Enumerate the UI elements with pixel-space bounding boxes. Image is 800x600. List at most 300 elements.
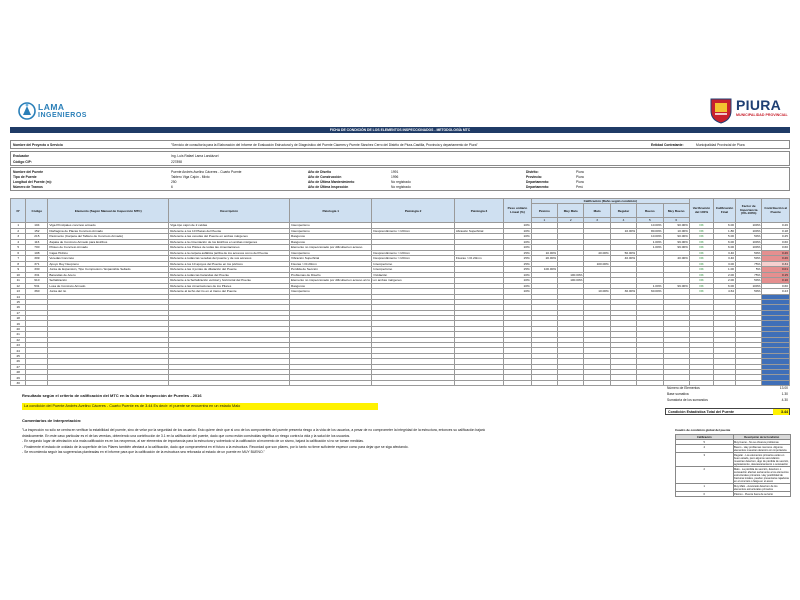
row-final-grade: 6.00: [714, 239, 736, 245]
comments-title: Comentarios de Interpretación:: [22, 418, 82, 423]
row-pathology-2: Desprendimiento >=20mm: [372, 256, 454, 262]
header-grade-number: 6: [663, 218, 689, 223]
row-weight: 10%: [504, 223, 531, 229]
row-code: 371: [26, 261, 48, 267]
row-verification: OK: [689, 267, 713, 273]
logo-left-line2: INGENIEROS: [38, 112, 87, 119]
row-code: 330: [26, 267, 48, 273]
row-weight: 10%: [504, 289, 531, 295]
cip-label: Código CIP:: [13, 160, 32, 164]
legend-table: [675, 434, 791, 497]
empty-cell: [531, 380, 557, 385]
project-label: Nombre del Proyecto o Servicio: [13, 143, 63, 147]
empty-cell: [290, 380, 372, 385]
row-number: 25: [11, 353, 26, 358]
empty-cell: [504, 380, 531, 385]
logo-right-sub: MUNICIPALIDAD PROVINCIAL: [736, 113, 788, 117]
row-weight: 10%: [504, 245, 531, 251]
department-value: Piura: [576, 180, 584, 184]
comment-line: - En segundo lugar de afectación a la mala calificación es en los neoprenos, al ser elementos de importancia para la estructura y sobretodo si la calificación al momento de un sismo, bajará la calificación si no se toman medidas.: [22, 439, 364, 444]
row-grade: 40.00%: [663, 256, 689, 262]
empty-cell: [454, 380, 503, 385]
row-number: 9: [11, 267, 26, 273]
project-box: [10, 140, 790, 149]
legend-code: 1: [676, 484, 734, 492]
row-pathology-1: Elemento no inspeccionado por dificultad en acceso al río y en ambas márgenes: [291, 278, 402, 283]
legend-title: Cuadro de condición global del puente: [675, 428, 731, 432]
row-verification: OK: [689, 272, 713, 278]
row-description: Referente a todas las barandas del Puente: [169, 272, 290, 278]
header-factor: Factor de Importancia (0%-100%): [736, 199, 762, 223]
legend-row: [676, 445, 791, 453]
build-year-label: Año de Construcción: [308, 175, 342, 179]
piura-municipality-logo: [709, 97, 791, 125]
row-contribution: 0.25: [762, 234, 790, 240]
row-final-grade: 1.80: [714, 228, 736, 234]
row-final-grade: 3.00: [714, 261, 736, 267]
project-value: "Servicio de consultoría para la Elaboración del Informe de Evaluación Estructural y de Diagnóstico del Puente Cáceres y Puente Sánchez Cerro del Distrito de Piura-Castilla, Provincia y departamento de Piura": [171, 143, 478, 147]
row-code: 700: [26, 245, 48, 251]
row-description: Referente a los 10 apoyos del Puente en los pórticos: [169, 261, 290, 267]
row-verification: OK: [689, 278, 713, 284]
row-element: Pilotes de Concreto Armado: [48, 245, 169, 251]
row-description: Viga tipo cajón de 2 celdas: [169, 223, 290, 229]
row-final-grade: 1.00: [714, 267, 736, 273]
row-number: 17: [11, 310, 26, 315]
total-label: Condición Estadística Total del Puente: [668, 410, 735, 414]
row-number: 30: [11, 380, 26, 385]
row-code: 108: [26, 250, 48, 256]
row-code: 360: [26, 289, 48, 295]
row-grade: 100.00%: [531, 267, 557, 273]
empty-cell: [637, 380, 663, 385]
header-calif-group: Calificación (Daño según condición): [531, 199, 689, 204]
row-pathology-1: Vibración Superficial: [290, 256, 372, 262]
row-code: 116: [26, 239, 48, 245]
lama-logo-icon: [18, 101, 36, 121]
row-weight: 15%: [504, 261, 531, 267]
row-number: 7: [11, 256, 26, 262]
row-weight: 15%: [504, 250, 531, 256]
row-description: Referente a los Pilotes de todas las cimentaciones: [169, 245, 290, 251]
row-final-grade: 2.00: [714, 278, 736, 284]
total-condition: [665, 408, 790, 415]
bridge-length-value: 250: [171, 180, 177, 184]
row-number: 1: [11, 223, 26, 229]
country-value: Perú: [576, 185, 583, 189]
logo-right-word: PIURA: [736, 97, 782, 113]
row-factor: 100%: [736, 239, 762, 245]
row-pathology-1: Intemperismo: [290, 289, 372, 295]
legend-code: 0: [676, 492, 734, 497]
row-verification: OK: [689, 250, 713, 256]
row-number: 18: [11, 316, 26, 321]
row-description: Referente al lecho del rio en el tramo del Puente: [169, 289, 290, 295]
row-final-grade: 3.40: [714, 250, 736, 256]
total-value: 3.44: [773, 409, 789, 415]
row-grade: 100.00%: [558, 278, 584, 284]
row-code: 152: [26, 228, 48, 234]
row-number: 23: [11, 343, 26, 348]
legend-text: Muy Malo - Avanzado deterioro de los elementos estructurales primarios: [733, 484, 791, 492]
header-weight: Peso unitario Lineal (%): [504, 199, 531, 223]
legend-code: 5: [676, 440, 734, 445]
row-element: Zapata de Concreto Armado para Estribos: [48, 239, 169, 245]
legend-code: 3: [676, 453, 734, 467]
department-label: Departamento:: [526, 180, 550, 184]
row-grade: 100.00%: [584, 261, 610, 267]
empty-cell: [558, 380, 584, 385]
row-factor: 100%: [736, 228, 762, 234]
row-verification: OK: [689, 223, 713, 229]
row-pathology-1: Elemento no inspeccionado por dificultad en acceso: [290, 245, 372, 251]
header-grade-number: 2: [558, 218, 584, 223]
row-final-grade: 6.00: [714, 283, 736, 289]
row-grade: 10.00%: [637, 223, 663, 229]
header-grade: Malo: [584, 204, 610, 218]
condition-legend: [675, 428, 791, 497]
empty-cell: [26, 380, 48, 385]
bridge-info-box: [10, 167, 790, 191]
row-number: 11: [11, 278, 26, 284]
row-grade: 90.00%: [663, 234, 689, 240]
row-grade: 1.00%: [637, 239, 663, 245]
stat-label: Base sumativa: [667, 392, 689, 396]
row-factor: 5%: [736, 267, 762, 273]
build-year-value: 1996: [391, 175, 399, 179]
row-contribution: 0.60: [762, 245, 790, 251]
row-factor: 50%: [736, 234, 762, 240]
row-description: Referente a la cimentación de los Estribos en ambas márgenes: [169, 239, 290, 245]
row-weight: 10%: [504, 239, 531, 245]
legend-col-code: Calificación: [676, 435, 734, 440]
row-verification: OK: [689, 289, 713, 295]
header-grade: Regular: [610, 204, 636, 218]
row-number: 10: [11, 272, 26, 278]
row-grade: 99.00%: [663, 245, 689, 251]
empty-cell: [714, 380, 736, 385]
row-pathology-1: Fisuras >=0.20mm: [290, 261, 372, 267]
row-number: 8: [11, 261, 26, 267]
row-contribution: 0.23: [762, 289, 790, 295]
row-code: 215: [26, 234, 48, 240]
stat-label: Número de Elementos: [667, 386, 700, 390]
row-grade: 10.00%: [531, 250, 557, 256]
district-label: Distrito:: [526, 170, 539, 174]
row-number: 22: [11, 337, 26, 342]
bridge-type-label: Tipo de Puente: [13, 175, 37, 179]
row-number: 24: [11, 348, 26, 353]
stat-label: Sumatoria de los sumandos: [667, 398, 708, 402]
row-contribution: [762, 380, 790, 385]
row-verification: OK: [689, 283, 713, 289]
row-grade: 80.00%: [637, 228, 663, 234]
row-verification: OK: [689, 256, 713, 262]
row-contribution: 0.01: [762, 267, 790, 273]
insp-year-value: No registrado: [391, 185, 411, 189]
header-pathology-3: Patología 3: [454, 199, 503, 223]
row-description: Referente a todas las veredas del puente y de sus accesos: [169, 256, 290, 262]
row-factor: 75%: [736, 272, 762, 278]
bridge-spans-value: 6: [171, 185, 173, 189]
row-number: 28: [11, 369, 26, 374]
row-grade: 90.00%: [663, 223, 689, 229]
header-contrib: Contribución al Puente: [762, 199, 790, 223]
row-factor: 50%: [736, 278, 762, 284]
row-contribution: 0.10: [762, 278, 790, 284]
design-year-value: 1991: [391, 170, 399, 174]
stats-block: [665, 386, 790, 404]
row-pathology-3: Fisuras >=0.20mm: [454, 256, 503, 262]
logo-left-line1: LAMA: [38, 102, 65, 112]
comments-block: [22, 428, 622, 456]
comment-line: - Se recomienda seguir las sugerencias planteadas en el informe para que la calificación de la estructura sea reforzada al estado de un puente en MUY BUENO.": [22, 450, 265, 455]
row-grade: 10.00%: [610, 228, 636, 234]
legend-text: Bueno - Hay problemas menores. Algunos elementos muestran deterioro sin importancia: [733, 445, 791, 453]
row-verification: OK: [689, 239, 713, 245]
bridge-name-label: Nombre del Puente: [13, 170, 44, 174]
header-pathology-2: Patología 2: [372, 199, 454, 223]
empty-cell: [48, 380, 169, 385]
row-weight: 10%: [504, 228, 531, 234]
row-element: Diafragma de Placas Concreto Armado: [48, 228, 169, 234]
evaluator-value: Ing. Luis Rafael Lama Landázuri: [171, 154, 219, 158]
row-number: 2: [11, 228, 26, 234]
row-number: 20: [11, 326, 26, 331]
row-pathology-1: Rasgunos: [290, 234, 372, 240]
header-grade: Pésimo: [531, 204, 557, 218]
entity-value: Municipalidad Provincial de Piura: [696, 143, 745, 147]
row-element: Viga Principales concreto armado: [48, 223, 169, 229]
row-element: Pavimento (Carpeta del Tablero de Concreto Armado): [48, 234, 169, 240]
row-number: 19: [11, 321, 26, 326]
legend-row: [676, 484, 791, 492]
row-number: 15: [11, 299, 26, 304]
header-n: N°: [11, 199, 26, 223]
row-grade: 30.00%: [610, 289, 636, 295]
header-cal-final: Calificación Final: [714, 199, 736, 223]
row-verification: OK: [689, 234, 713, 240]
maint-year-value: No registrado: [391, 180, 411, 184]
comment-line: "La inspección no sólo se centra en verificar la estabilidad del puente, sino de velar por la seguridad de los usuarios. Esto quiere decir que si uno de los componentes del puente presenta riesgo a la vida de los usuarios, a pesar de no comprometer la integridad de la estructura, entonces su calificación bajará: [22, 428, 485, 432]
row-contribution: 0.26: [762, 250, 790, 256]
legend-text: Regular - Los elementos primarios están en buen estado, pero algunos secundarios muestran deterioro, algo de pérdida de sección, agrietamiento, descascaramiento o socavación: [734, 453, 789, 466]
row-description: Referente a la carpeta asfáltica (arriba de los accesos como del Puente: [169, 250, 290, 256]
row-code: 531: [26, 283, 48, 289]
row-number: 14: [11, 294, 26, 299]
row-number: 13: [11, 289, 26, 295]
legend-col-desc: Descripción de la Condición: [733, 435, 791, 440]
row-pathology-2: Desprendimiento >=20mm: [372, 228, 454, 234]
empty-cell: [584, 380, 610, 385]
empty-cell: [169, 380, 290, 385]
stat-value: 1.30: [781, 392, 788, 396]
row-element: Barandas de Acero: [48, 272, 169, 278]
header-code: Código: [26, 199, 48, 223]
row-final-grade: 4.64: [714, 289, 736, 295]
row-description: Referente a las cimentaciones de los Pilares: [169, 283, 290, 289]
row-number: 16: [11, 305, 26, 310]
legend-code: 4: [676, 445, 734, 453]
row-code: 104: [26, 223, 48, 229]
row-verification: OK: [689, 228, 713, 234]
row-contribution: 0.60: [762, 239, 790, 245]
row-number: 4: [11, 239, 26, 245]
result-highlight: La condición del Puente Andrés Avelino Cáceres - Cuarto Puente es de 3.44 Es decir: el puente se encuentra en un estado Malo: [22, 403, 378, 410]
row-pathology-1: Pérdida de Sección: [290, 267, 372, 273]
row-number: 26: [11, 359, 26, 364]
country-label: Departamento:: [526, 185, 550, 189]
bridge-type-value: Tablero Viga Cajón - Mixto: [171, 175, 210, 179]
row-factor: 100%: [736, 223, 762, 229]
row-grade: 60.00%: [637, 289, 663, 295]
stat-value: 13.00: [779, 386, 788, 390]
header-verif: Verificación del 100%: [689, 199, 713, 223]
header-grade-number: 5: [637, 218, 663, 223]
legend-text: Malo - La pérdida de sección, deterioro o socavación afectan seriamente a los elementos estructurales primarios. Hay posibilidad de fracturas locales, pueden presentarse rajaduras en el concreto o fatiga en el acero: [734, 467, 789, 483]
row-element: Losa de Concreto Armado: [48, 283, 169, 289]
row-grade: 10.00%: [663, 228, 689, 234]
row-grade: 50.00%: [610, 250, 636, 256]
row-factor: 50%: [736, 256, 762, 262]
header-grade-number: 4: [610, 218, 636, 223]
row-grade: 10.00%: [637, 234, 663, 240]
cip-value: 227898: [171, 160, 183, 164]
row-grade: 40.00%: [584, 250, 610, 256]
row-contribution: 0.60: [762, 283, 790, 289]
row-pathology-2: Desprendimiento >=20mm: [372, 250, 454, 256]
row-pathology-2: Intemperismo: [372, 267, 454, 273]
row-pathology-3: Abrasión Superficial: [454, 228, 503, 234]
header-grade: Bueno: [637, 204, 663, 218]
row-element: Junta del rio: [48, 289, 169, 295]
header-element: Elemento (Según Manual de Inspección MTC): [48, 199, 169, 223]
row-contribution: 0.26: [762, 223, 790, 229]
row-final-grade: 6.00: [714, 223, 736, 229]
result-title: Resultado según el criterio de calificación del MTC en la Guía de Inspección de Puentes - 2016: [22, 393, 202, 398]
row-final-grade: 5.00: [714, 234, 736, 240]
empty-cell: [610, 380, 636, 385]
row-number: 6: [11, 250, 26, 256]
design-year-label: Año de Diseño: [308, 170, 332, 174]
row-code: 910: [26, 278, 48, 284]
comment-line: drásticamente. En este caso particular es el de las veredas, obteniendo una contribución de 3.1 en la calificación del puente, dado que como están construidas significa un riesgo contra la vida y la salud de los usuarios.: [22, 433, 351, 438]
row-final-grade: 2.00: [714, 272, 736, 278]
row-pathology-1: Intemperismo: [290, 223, 372, 229]
row-contribution: 0.26: [762, 256, 790, 262]
row-description: Referente a la Señalización vertical y horizontal del Puente: [169, 278, 290, 284]
row-grade: 40.00%: [610, 256, 636, 262]
row-code: 309: [26, 256, 48, 262]
row-verification: OK: [689, 261, 713, 267]
empty-cell: [372, 380, 454, 385]
comment-line: - Finalmente el estado de oxidado de la superficie de los Pilares también afectará a la calificación, dado que comprometerá en el futuro a la estructura. Recordad que son pilares, por lo tanto no tiene suficiente espesor como para dejar que se siga afectando.: [22, 444, 409, 449]
province-label: Provincia:: [526, 175, 542, 179]
row-number: 27: [11, 364, 26, 369]
row-pathology-1: Problemas de Diseño: [290, 272, 372, 278]
row-number: 5: [11, 245, 26, 251]
row-weight: 10%: [504, 234, 531, 240]
row-number: 21: [11, 332, 26, 337]
row-pathology-1: Intemperismo: [290, 228, 372, 234]
header-pathology-1: Patología 1: [290, 199, 372, 223]
header-grade-number: 1: [531, 218, 557, 223]
bridge-length-label: Longitud del Puente (m):: [13, 180, 52, 184]
row-weight: 10%: [504, 278, 531, 284]
row-description: Referente a las 4 juntas de dilatación del Puente: [169, 267, 290, 273]
legend-text: Muy bueno - No se observa problemas: [733, 440, 791, 445]
empty-cell: [736, 380, 762, 385]
entity-label: Entidad Contratante:: [651, 143, 684, 147]
row-element: Junta de Expansión, Tipo Compresión / Expansible Sellado: [48, 267, 169, 273]
empty-cell: [689, 380, 713, 385]
row-factor: 100%: [736, 245, 762, 251]
row-weight: 15%: [504, 256, 531, 262]
elements-table: [10, 198, 790, 386]
sheet-title: FICHA DE CONDICIÓN DE LOS ELEMENTOS INSPECCIONADOS - METODOLOGÍA MTC: [10, 127, 790, 133]
header-description: Descripción: [169, 199, 290, 223]
legend-row: [676, 492, 791, 497]
row-grade: 10.00%: [584, 289, 610, 295]
legend-row: [676, 453, 791, 467]
row-contribution: 0.15: [762, 272, 790, 278]
stat-row: [665, 398, 790, 404]
row-pathology-1: Rasgunos: [290, 239, 372, 245]
row-pathology-1: Rasgunos: [290, 283, 372, 289]
row-number: 3: [11, 234, 26, 240]
row-grade: 1.00%: [637, 283, 663, 289]
legend-row: [676, 467, 791, 484]
piura-shield-icon: [709, 97, 733, 124]
lama-ingenieros-logo: [18, 101, 108, 123]
row-grade: 99.00%: [663, 283, 689, 289]
row-grade: 100.00%: [558, 272, 584, 278]
row-pathology-1: Intemperismo: [290, 250, 372, 256]
row-grade: 99.00%: [663, 239, 689, 245]
header-grade-number: 3: [584, 218, 610, 223]
empty-cell: [663, 380, 689, 385]
row-element: Cajas Hídrico: [48, 250, 169, 256]
row-verification: OK: [689, 245, 713, 251]
row-final-grade: 3.40: [714, 256, 736, 262]
row-grade: 20.00%: [531, 256, 557, 262]
row-factor: 50%: [736, 250, 762, 256]
row-pathology-2: Oxidación: [372, 272, 454, 278]
province-value: Piura: [576, 175, 584, 179]
row-contribution: 0.18: [762, 228, 790, 234]
evaluator-box: [10, 151, 790, 166]
header-grade: Muy Bueno: [663, 204, 689, 218]
row-element: Veredas Concreto: [48, 256, 169, 262]
legend-text: Pésimo - Puente fuera de servicio: [733, 492, 791, 497]
stat-value: 4.30: [781, 398, 788, 402]
row-element: Apoyo Rey Neopreno: [48, 261, 169, 267]
row-weight: 10%: [504, 283, 531, 289]
row-number: 29: [11, 375, 26, 380]
row-weight: 10%: [504, 272, 531, 278]
row-factor: 50%: [736, 289, 762, 295]
row-number: 12: [11, 283, 26, 289]
table-row-empty: [11, 380, 790, 385]
evaluator-label: Evaluador: [13, 154, 29, 158]
insp-year-label: Año de Última Inspección: [308, 185, 349, 189]
row-factor: 100%: [736, 283, 762, 289]
row-code: 331: [26, 272, 48, 278]
row-factor: 75%: [736, 261, 762, 267]
row-element: Señalización: [48, 278, 169, 284]
row-contribution: 0.34: [762, 261, 790, 267]
row-description: Referente a los 10 Placas del Puente: [169, 228, 290, 234]
